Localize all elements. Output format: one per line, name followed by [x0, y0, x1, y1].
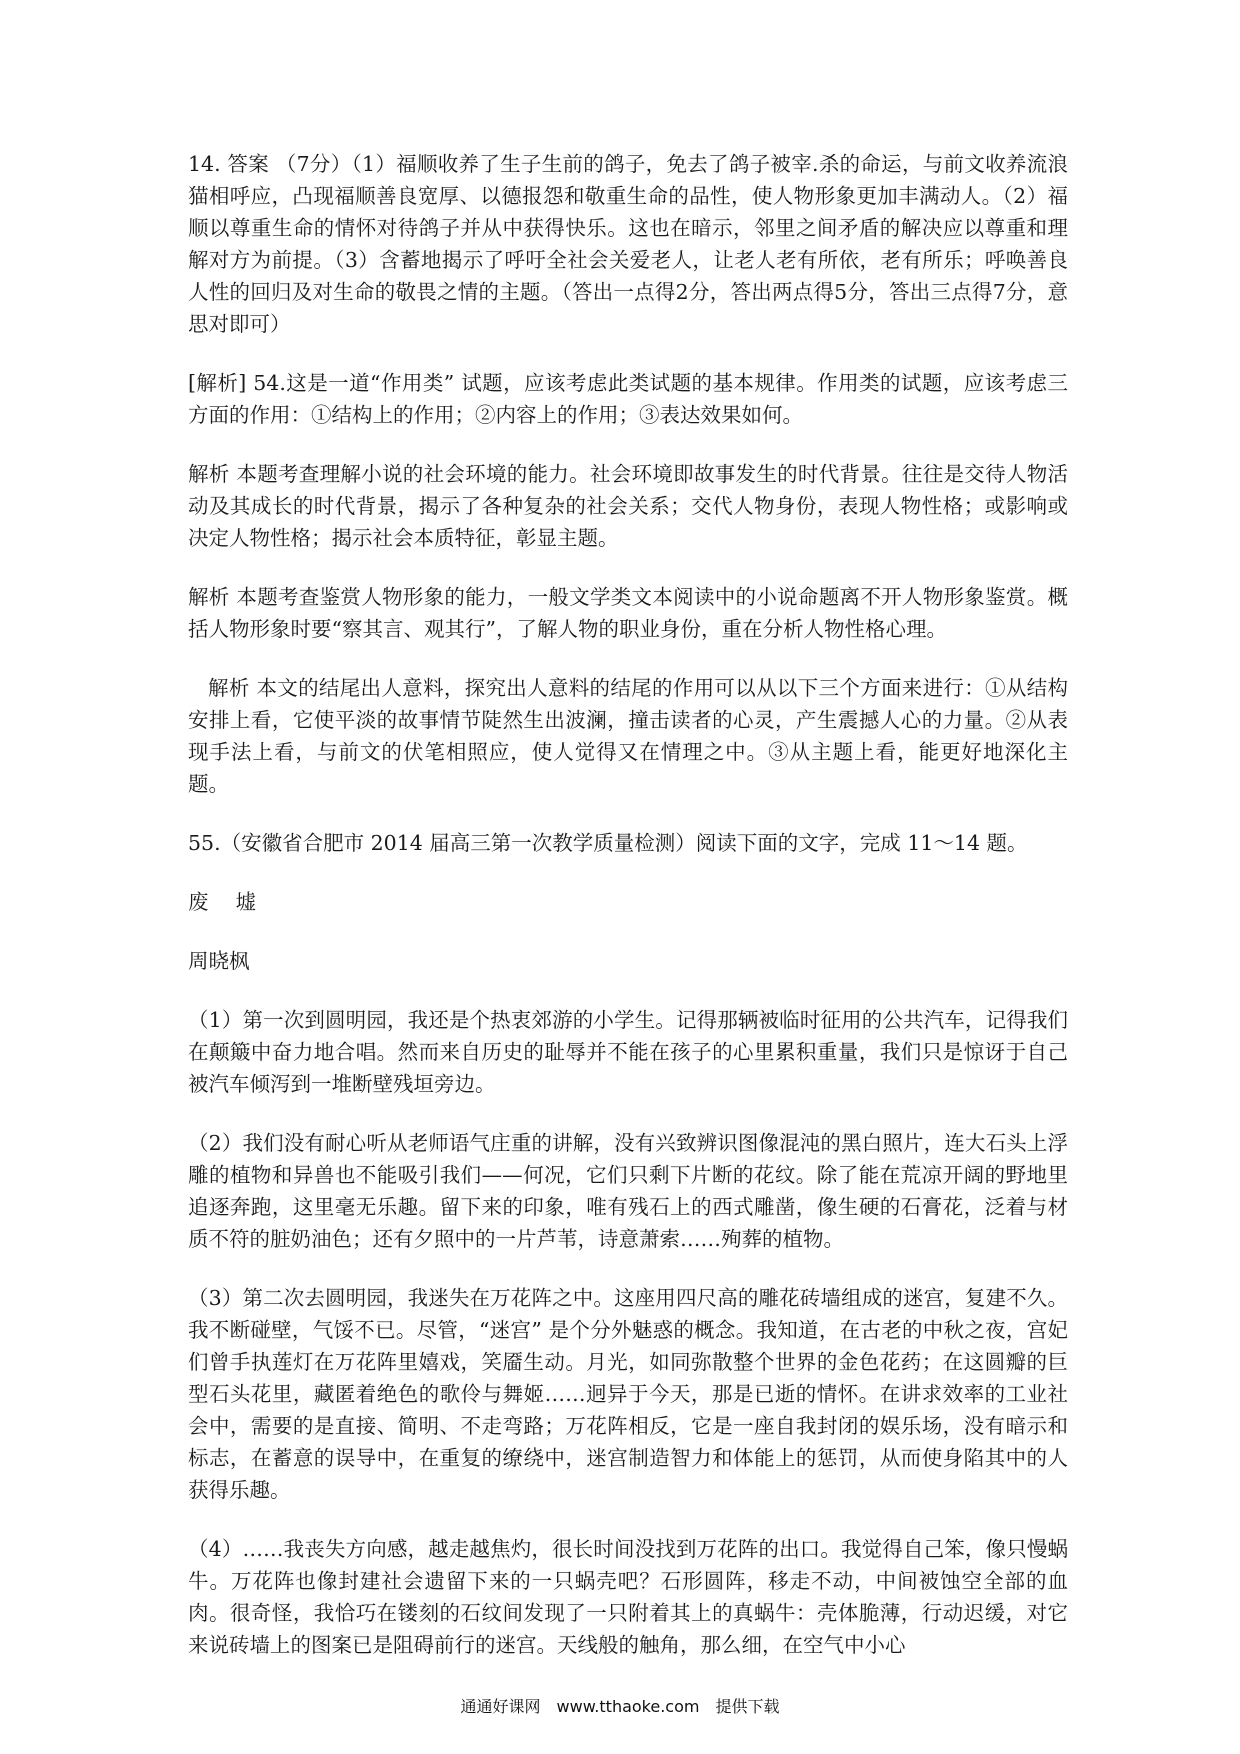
- analysis-54-paragraph: [解析] 54.这是一道“作用类” 试题，应该考虑此类试题的基本规律。作用类的试题，应该考虑三方面的作用：①结构上的作用；②内容上的作用；③表达效果如何。: [188, 371, 1068, 427]
- article-author: 周晓枫: [188, 949, 250, 973]
- article-paragraph-1: （1）第一次到圆明园，我还是个热衷郊游的小学生。记得那辆被临时征用的公共汽车，记得我们在颠簸中奋力地合唱。然而来自历史的耻辱并不能在孩子的心里累积重量，我们只是惊讶于自己被汽车倾泻到一堆断壁残垣旁边。: [188, 1008, 1068, 1096]
- article-title: 废 墟: [188, 890, 257, 914]
- analysis-ending-paragraph: 解析 本文的结尾出人意料，探究出人意料的结尾的作用可以从以下三个方面来进行：①从结构安排上看，它使平淡的故事情节陡然生出波澜，撞击读者的心灵，产生震撼人心的力量。②从表现手法上看，与前文的伏笔相照应，使人觉得又在情理之中。③从主题上看，能更好地深化主题。: [188, 676, 1068, 796]
- document-body: [188, 148, 1068, 1688]
- article-paragraph-2: （2）我们没有耐心听从老师语气庄重的讲解，没有兴致辨识图像混沌的黑白照片，连大石头上浮雕的植物和异兽也不能吸引我们——何况，它们只剩下片断的花纹。除了能在荒凉开阔的野地里追逐奔跑，这里毫无乐趣。留下来的印象，唯有残石上的西式雕凿，像生硬的石膏花，泛着与材质不符的脏奶油色；还有夕照中的一片芦苇，诗意萧索……殉葬的植物。: [188, 1131, 1068, 1251]
- answer-14-paragraph: 14. 答案 （7分）（1）福顺收养了生子生前的鸽子，免去了鸽子被宰.杀的命运，与前文收养流浪猫相呼应，凸现福顺善良宽厚、以德报怨和敬重生命的品性，使人物形象更加丰满动人。（2）福顺以尊重生命的情怀对待鸽子并从中获得快乐。这也在暗示，邻里之间矛盾的解决应以尊重和理解对方为前提。（3）含蓄地揭示了呼吁全社会关爱老人，让老人老有所依，老有所乐；呼唤善良人性的回归及对生命的敬畏之情的主题。（答出一点得2分，答出两点得5分，答出三点得7分，意思对即可）: [188, 152, 1068, 336]
- question-55-heading: 55.（安徽省合肥市 2014 届高三第一次教学质量检测）阅读下面的文字，完成 11～14 题。: [188, 831, 1028, 855]
- analysis-social-environment-paragraph: 解析 本题考查理解小说的社会环境的能力。社会环境即故事发生的时代背景。往往是交待人物活动及其成长的时代背景，揭示了各种复杂的社会关系；交代人物身份，表现人物性格；或影响或决定人物性格；揭示社会本质特征，彰显主题。: [188, 462, 1068, 550]
- article-paragraph-3: （3）第二次去圆明园，我迷失在万花阵之中。这座用四尺高的雕花砖墙组成的迷宫，复建不久。我不断碰壁，气馁不已。尽管，“迷宫” 是个分外魅惑的概念。我知道，在古老的中秋之夜，宫妃们曾手执莲灯在万花阵里嬉戏，笑靥生动。月光，如同弥散整个世界的金色花药；在这圆瓣的巨型石头花里，藏匿着绝色的歌伶与舞姬……迥异于今天，那是已逝的情怀。在讲求效率的工业社会中，需要的是直接、简明、不走弯路；万花阵相反，它是一座自我封闭的娱乐场，没有暗示和标志，在蓄意的误导中，在重复的缭绕中，迷宫制造智力和体能上的惩罚，从而使身陷其中的人获得乐趣。: [188, 1286, 1068, 1502]
- article-paragraph-4: （4）……我丧失方向感，越走越焦灼，很长时间没找到万花阵的出口。我觉得自己笨，像只慢蜗牛。万花阵也像封建社会遗留下来的一只蜗壳吧？石形圆阵，移走不动，中间被蚀空全部的血肉。很奇怪，我恰巧在镂刻的石纹间发现了一只附着其上的真蜗牛：壳体脆薄，行动迟缓，对它来说砖墙上的图案已是阻碍前行的迷宫。天线般的触角，那么细，在空气中小心: [188, 1537, 1068, 1657]
- analysis-character-paragraph: 解析 本题考查鉴赏人物形象的能力，一般文学类文本阅读中的小说命题离不开人物形象鉴赏。概括人物形象时要“察其言、观其行”，了解人物的职业身份，重在分析人物性格心理。: [188, 585, 1068, 641]
- page-footer: 通通好课网 www.tthaoke.com 提供下载: [460, 1697, 780, 1716]
